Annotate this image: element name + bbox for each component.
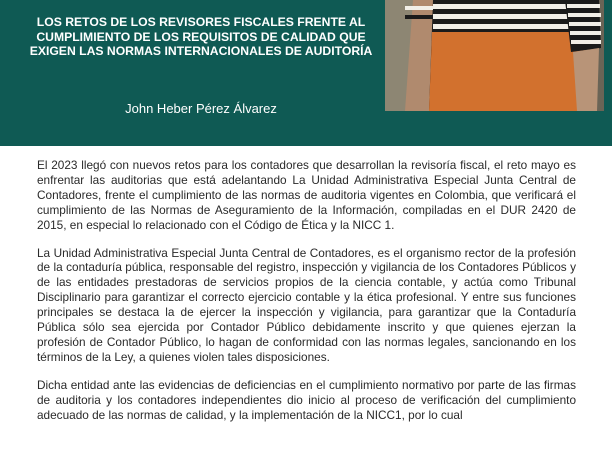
paragraph: El 2023 llegó con nuevos retos para los contadores que desarrollan la revisoría fiscal, el reto mayo es enfrentar las auditorias que está adelantando La Unidad Administrativa Especial Junta Central de Contadores, frente el cumplimiento de las normas de auditoria vigentes en Colombia, que verificará el cumplimiento de las Normas de Aseguramiento de la Información, compiladas en el DUR 2420 de 2015, en especial lo relacionado con el Código de Ética y la NICC 1. bbox=[37, 158, 576, 232]
article-header bbox=[0, 0, 612, 146]
paragraph: La Unidad Administrativa Especial Junta Central de Contadores, es el organismo rector de la profesión de la contaduría pública, responsable del registro, inspección y vigilancia de los Contadores Públicos y de las entidades prestadoras de servicios propios de la ciencia contable, y actúa como Tribunal Disciplinario para garantizar el correcto ejercicio contable y la ética profesional. Y entre sus funciones principales se destaca la de ejercer la inspección y vigilancia, para garantizar que la Contaduría Pública sólo sea ejercida por Contador Público debidamente inscrito y que quienes ejerzan la profesión de Contador Público, lo hagan de conformidad con las normas legales, sancionando en los términos de la Ley, a quienes violen tales disposiciones. bbox=[37, 245, 576, 364]
author-photo-icon bbox=[385, 0, 604, 111]
author-photo bbox=[385, 0, 604, 111]
article-title: LOS RETOS DE LOS REVISORES FISCALES FRENTE AL CUMPLIMIENTO DE LOS REQUISITOS DE CALIDAD QUE EXIGEN LAS NORMAS INTERNACIONALES DE AUDITORÍA bbox=[29, 15, 373, 58]
paragraph: Dicha entidad ante las evidencias de deficiencias en el cumplimiento normativo por parte de las firmas de auditoria y los contadores independientes dio inicio al proceso de verificación del cumplimiento adecuado de las normas de calidad, y la implementación de la NICC1, por lo cual bbox=[37, 377, 576, 422]
article-body bbox=[37, 158, 576, 436]
author-name: John Heber Pérez Álvarez bbox=[125, 101, 277, 116]
